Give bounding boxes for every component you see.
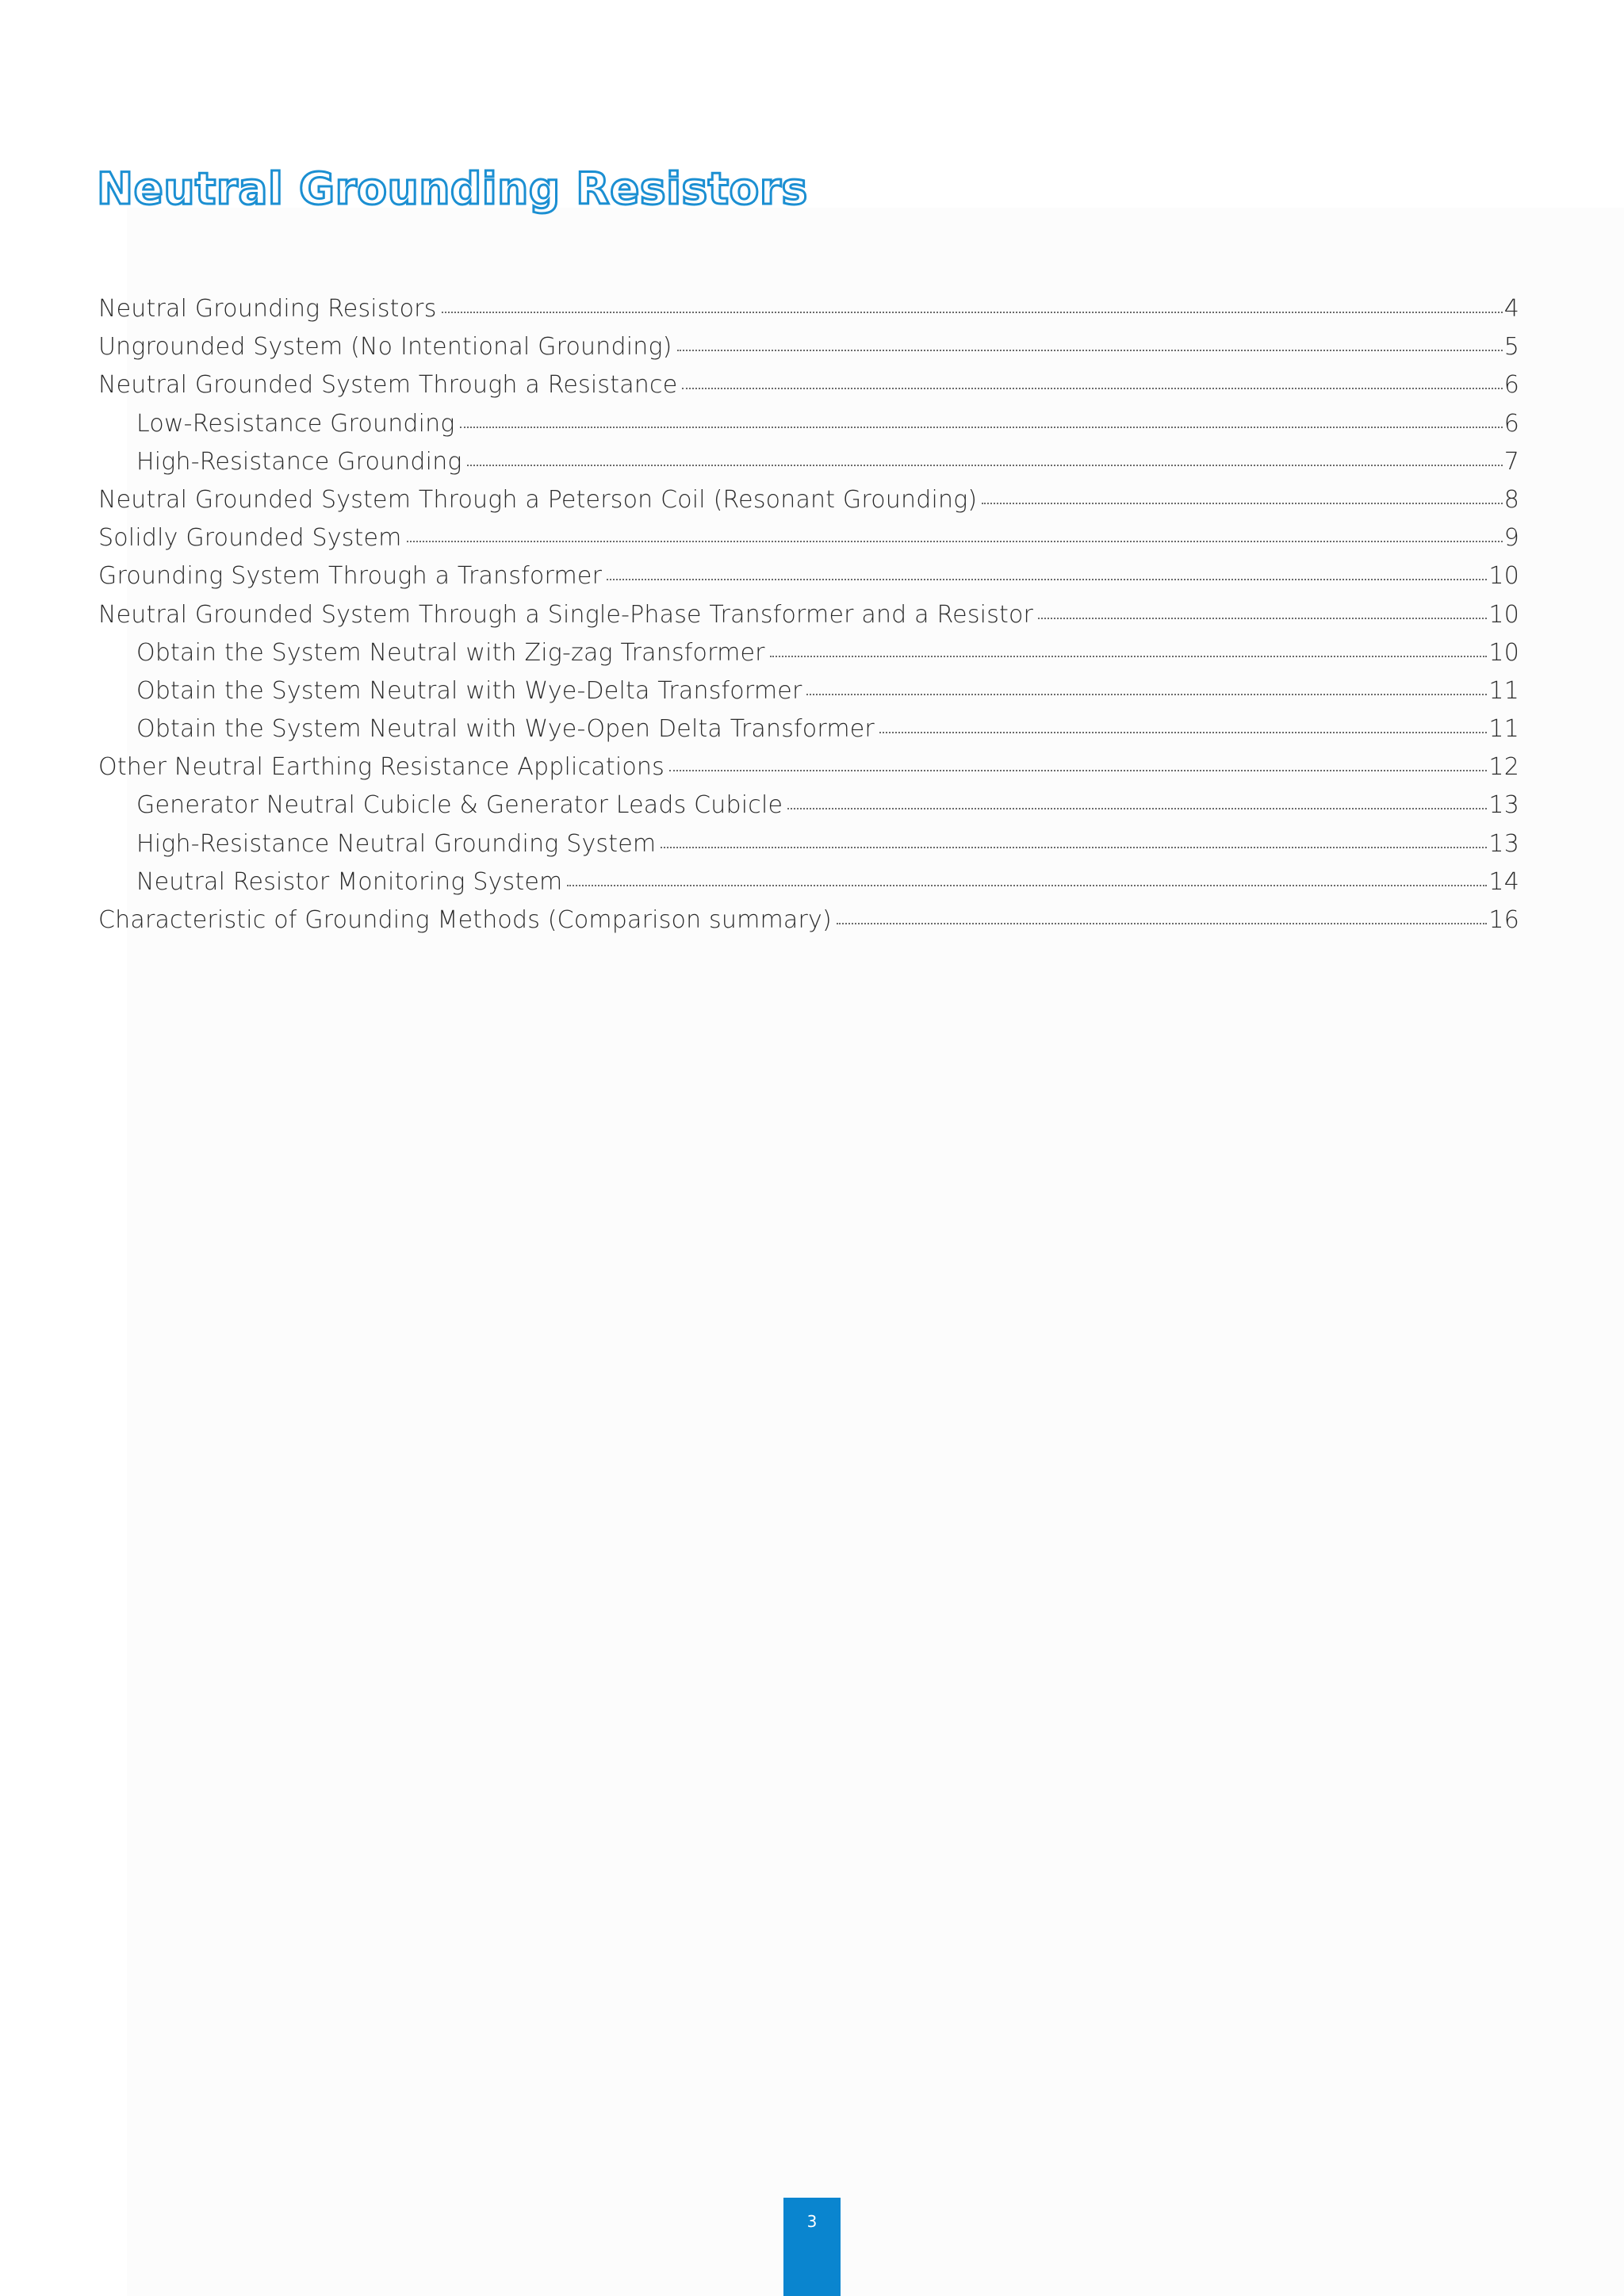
toc-entry-page: 10 xyxy=(1488,638,1519,667)
toc-subentry[interactable] xyxy=(98,405,1519,443)
toc-entry[interactable] xyxy=(98,290,1519,328)
toc-entry-label: Solidly Grounded System xyxy=(98,524,402,553)
page-number: 3 xyxy=(806,2212,818,2231)
toc-entry-label: Obtain the System Neutral with Wye-Open Delta Transformer xyxy=(136,715,875,744)
dot-leader xyxy=(770,653,1488,657)
toc-entry-page: 10 xyxy=(1488,600,1519,629)
toc-entry-page: 10 xyxy=(1488,562,1519,591)
toc-entry-page: 6 xyxy=(1503,409,1519,438)
toc-entry[interactable] xyxy=(98,328,1519,366)
toc-entry-label: Obtain the System Neutral with Zig-zag Transformer xyxy=(136,638,765,667)
toc-entry-page: 7 xyxy=(1503,447,1519,476)
toc-entry[interactable] xyxy=(98,481,1519,519)
toc-entry-label: Grounding System Through a Transformer xyxy=(98,562,603,591)
dot-leader xyxy=(407,538,1503,542)
toc-entry-label: Low-Resistance Grounding xyxy=(136,409,455,438)
toc-entry-page: 13 xyxy=(1488,829,1519,858)
dot-leader xyxy=(806,691,1487,695)
toc-entry-label: Ungrounded System (No Intentional Grounding) xyxy=(98,333,672,362)
dot-leader xyxy=(661,844,1487,848)
dot-leader xyxy=(677,347,1503,351)
dot-leader xyxy=(467,462,1503,466)
toc-entry[interactable] xyxy=(98,596,1519,634)
toc-entry-label: High-Resistance Neutral Grounding System xyxy=(136,829,657,858)
toc-subentry[interactable] xyxy=(98,443,1519,481)
toc-entry-label: Neutral Grounded System Through a Single-Phase Transformer and a Resistor xyxy=(98,600,1034,629)
dot-leader xyxy=(607,576,1487,580)
toc-entry-label: Other Neutral Earthing Resistance Applications xyxy=(98,753,665,782)
toc-entry-label: Neutral Grounding Resistors xyxy=(98,295,437,323)
dot-leader xyxy=(879,729,1487,733)
toc-entry-label: Obtain the System Neutral with Wye-Delta Transformer xyxy=(136,676,802,705)
toc-entry-label: High-Resistance Grounding xyxy=(136,447,462,476)
dot-leader xyxy=(460,424,1503,428)
toc-subentry[interactable] xyxy=(98,710,1519,748)
toc-entry[interactable] xyxy=(98,901,1519,939)
toc-entry-label: Neutral Grounded System Through a Peterson Coil (Resonant Grounding) xyxy=(98,485,978,514)
toc-entry-page: 13 xyxy=(1488,791,1519,820)
dot-leader xyxy=(682,385,1502,389)
toc-entry-page: 16 xyxy=(1488,906,1519,934)
toc-entry-page: 4 xyxy=(1503,295,1519,323)
toc-entry-label: Neutral Grounded System Through a Resistance xyxy=(98,371,678,400)
toc-entry-page: 6 xyxy=(1503,371,1519,400)
toc-subentry[interactable] xyxy=(98,863,1519,901)
toc-entry[interactable] xyxy=(98,366,1519,404)
toc-entry-label: Generator Neutral Cubicle & Generator Leads Cubicle xyxy=(136,791,783,820)
dot-leader xyxy=(442,309,1503,313)
toc-entry-label: Neutral Resistor Monitoring System xyxy=(136,867,563,896)
toc-subentry[interactable] xyxy=(98,672,1519,710)
table-of-contents xyxy=(98,290,1519,939)
page-number-tab xyxy=(783,2198,841,2296)
dot-leader xyxy=(567,882,1487,886)
dot-leader xyxy=(669,767,1487,771)
toc-entry-page: 5 xyxy=(1503,333,1519,362)
toc-entry[interactable] xyxy=(98,557,1519,595)
dot-leader xyxy=(837,920,1488,924)
toc-entry-page: 11 xyxy=(1488,715,1519,744)
toc-entry-page: 14 xyxy=(1488,867,1519,896)
toc-subentry[interactable] xyxy=(98,634,1519,672)
dot-leader xyxy=(787,806,1487,809)
dot-leader xyxy=(982,500,1502,504)
toc-entry-page: 9 xyxy=(1503,524,1519,553)
toc-subentry[interactable] xyxy=(98,786,1519,825)
dot-leader xyxy=(1038,615,1487,619)
toc-subentry[interactable] xyxy=(98,825,1519,863)
toc-entry-page: 8 xyxy=(1503,485,1519,514)
toc-entry[interactable] xyxy=(98,748,1519,786)
toc-entry-page: 12 xyxy=(1488,753,1519,782)
toc-entry-label: Characteristic of Grounding Methods (Comparison summary) xyxy=(98,906,832,934)
toc-entry[interactable] xyxy=(98,519,1519,557)
toc-entry-page: 11 xyxy=(1488,676,1519,705)
page-title: Neutral Grounding Resistors xyxy=(97,163,808,214)
